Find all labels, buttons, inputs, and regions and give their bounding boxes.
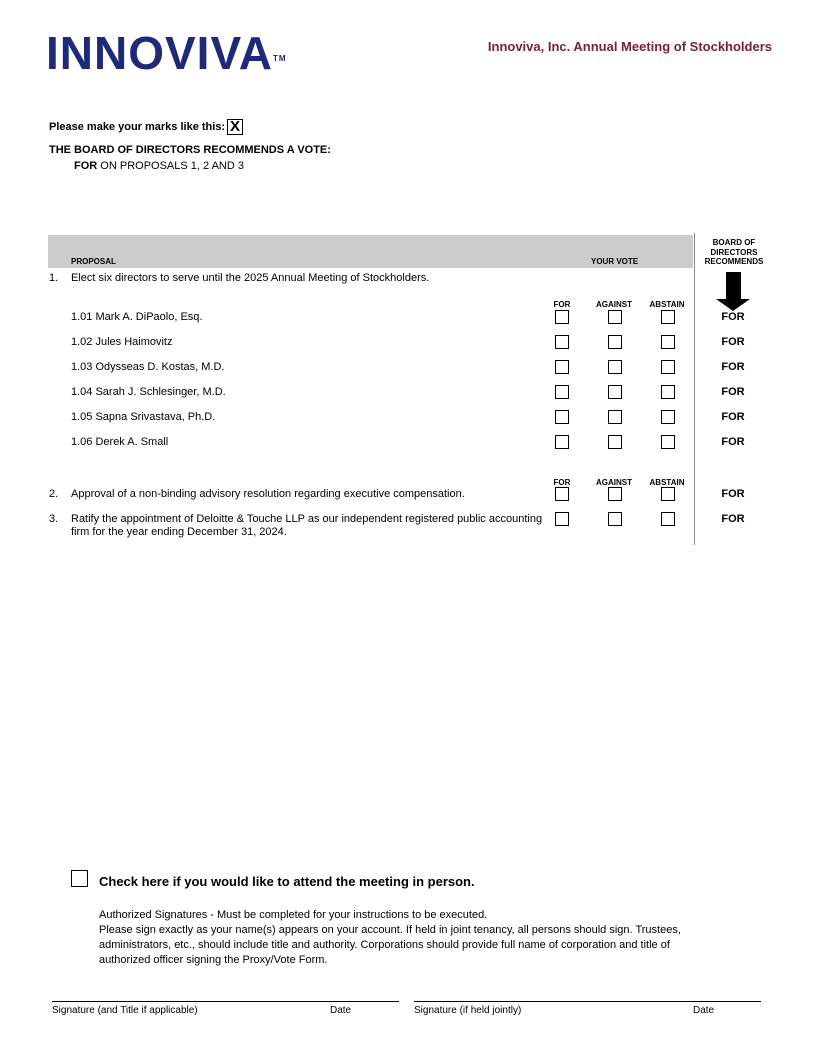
signature-line-2[interactable] bbox=[414, 1001, 761, 1002]
form-title: Innoviva, Inc. Annual Meeting of Stockholders bbox=[487, 39, 772, 54]
nominee-1-01-for-checkbox[interactable] bbox=[555, 310, 569, 324]
header-board-line: RECOMMENDS bbox=[704, 257, 764, 266]
nominee-1-03-abstain-checkbox[interactable] bbox=[661, 360, 675, 374]
nominee-1-05-for-checkbox[interactable] bbox=[555, 410, 569, 424]
mark-example-icon: X bbox=[227, 119, 243, 135]
down-arrow-icon bbox=[726, 272, 741, 299]
nominee-1-02-recommend: FOR bbox=[721, 336, 745, 348]
nominee-1-05: 1.05 Sapna Srivastava, Ph.D. bbox=[71, 411, 216, 423]
nominee-1-03-against-checkbox[interactable] bbox=[608, 360, 622, 374]
proposal-number: 1. bbox=[49, 272, 59, 284]
nominee-1-02-abstain-checkbox[interactable] bbox=[661, 335, 675, 349]
col-against-header: AGAINST bbox=[596, 300, 632, 309]
col-against-header: AGAINST bbox=[596, 478, 632, 487]
signature-1-label: Signature (and Title if applicable) bbox=[52, 1005, 198, 1016]
nominee-1-03-recommend: FOR bbox=[721, 361, 745, 373]
header-board-line: DIRECTORS bbox=[710, 247, 758, 257]
proposal-number: 2. bbox=[49, 488, 59, 500]
col-abstain-header: ABSTAIN bbox=[649, 300, 685, 309]
proposal-number: 3. bbox=[49, 513, 59, 525]
nominee-1-03: 1.03 Odysseas D. Kostas, M.D. bbox=[71, 361, 225, 373]
logo-trademark: TM bbox=[272, 54, 287, 63]
nominee-1-04-abstain-checkbox[interactable] bbox=[661, 385, 675, 399]
proposal-3-text-line1: Ratify the appointment of Deloitte & Touche LLP as our independent registered public accounting bbox=[71, 513, 543, 525]
nominee-1-04-for-checkbox[interactable] bbox=[555, 385, 569, 399]
nominee-1-02-against-checkbox[interactable] bbox=[608, 335, 622, 349]
proposal-3-for-checkbox[interactable] bbox=[555, 512, 569, 526]
board-for-label: FOR bbox=[74, 160, 98, 172]
header-your-vote: YOUR VOTE bbox=[591, 257, 639, 266]
header-board-recommends bbox=[698, 238, 770, 267]
nominee-1-05-recommend: FOR bbox=[721, 411, 745, 423]
authorization-text bbox=[99, 908, 709, 968]
nominee-1-04-recommend: FOR bbox=[721, 386, 745, 398]
nominee-1-06-against-checkbox[interactable] bbox=[608, 435, 622, 449]
proposal-2-for-checkbox[interactable] bbox=[555, 487, 569, 501]
proposal-2-against-checkbox[interactable] bbox=[608, 487, 622, 501]
nominee-1-06-abstain-checkbox[interactable] bbox=[661, 435, 675, 449]
nominee-1-01-against-checkbox[interactable] bbox=[608, 310, 622, 324]
col-abstain-header: ABSTAIN bbox=[649, 478, 685, 487]
authorization-line2: Please sign exactly as your name(s) appears on your account. If held in joint tenancy, all persons should sign. Trustees, administrators, etc., should include title and authority. Corporations should provide full name of corporation and title of authorized officer signing the Proxy/Vote Form. bbox=[99, 924, 681, 966]
nominee-1-01-abstain-checkbox[interactable] bbox=[661, 310, 675, 324]
signature-line-1[interactable] bbox=[52, 1001, 399, 1002]
nominee-1-01-recommend: FOR bbox=[721, 311, 745, 323]
proposal-2-recommend: FOR bbox=[721, 488, 745, 500]
col-for-header: FOR bbox=[553, 478, 571, 487]
logo-text: INNOVIVA bbox=[46, 27, 273, 79]
proposal-2-abstain-checkbox[interactable] bbox=[661, 487, 675, 501]
nominee-1-02-for-checkbox[interactable] bbox=[555, 335, 569, 349]
board-on-proposals: ON PROPOSALS 1, 2 AND 3 bbox=[100, 160, 244, 172]
recommend-column-divider bbox=[694, 233, 695, 545]
nominee-1-05-against-checkbox[interactable] bbox=[608, 410, 622, 424]
nominee-1-06: 1.06 Derek A. Small bbox=[71, 436, 169, 448]
nominee-1-05-abstain-checkbox[interactable] bbox=[661, 410, 675, 424]
board-recommends-detail bbox=[74, 160, 244, 172]
proposal-3-recommend: FOR bbox=[721, 513, 745, 525]
date-1-label: Date bbox=[330, 1005, 352, 1016]
attend-meeting-checkbox[interactable] bbox=[71, 870, 88, 887]
signature-2-label: Signature (if held jointly) bbox=[414, 1005, 522, 1016]
proposal-3-text-line2: firm for the year ending December 31, 2024. bbox=[71, 526, 287, 538]
date-2-label: Date bbox=[693, 1005, 715, 1016]
nominee-1-04: 1.04 Sarah J. Schlesinger, M.D. bbox=[71, 386, 226, 398]
board-recommends-heading: THE BOARD OF DIRECTORS RECOMMENDS A VOTE: bbox=[49, 144, 331, 156]
authorization-line1: Authorized Signatures - Must be completed for your instructions to be executed. bbox=[99, 909, 488, 921]
header-proposal: PROPOSAL bbox=[71, 257, 116, 266]
header-board-line: BOARD OF bbox=[712, 238, 756, 247]
nominee-1-06-for-checkbox[interactable] bbox=[555, 435, 569, 449]
nominee-1-06-recommend: FOR bbox=[721, 436, 745, 448]
marks-instruction: Please make your marks like this: bbox=[49, 121, 226, 133]
proposal-3-against-checkbox[interactable] bbox=[608, 512, 622, 526]
nominee-1-03-for-checkbox[interactable] bbox=[555, 360, 569, 374]
nominee-1-01: 1.01 Mark A. DiPaolo, Esq. bbox=[71, 311, 203, 323]
nominee-1-02: 1.02 Jules Haimovitz bbox=[71, 336, 173, 348]
proposal-2-text: Approval of a non-binding advisory resolution regarding executive compensation. bbox=[71, 488, 465, 500]
attend-meeting-label: Check here if you would like to attend the meeting in person. bbox=[99, 874, 475, 889]
innoviva-logo bbox=[46, 27, 287, 79]
proposal-3-abstain-checkbox[interactable] bbox=[661, 512, 675, 526]
nominee-1-04-against-checkbox[interactable] bbox=[608, 385, 622, 399]
proposal-1-text: Elect six directors to serve until the 2025 Annual Meeting of Stockholders. bbox=[71, 272, 430, 284]
col-for-header: FOR bbox=[553, 300, 571, 309]
down-arrow-head-icon bbox=[716, 299, 750, 311]
